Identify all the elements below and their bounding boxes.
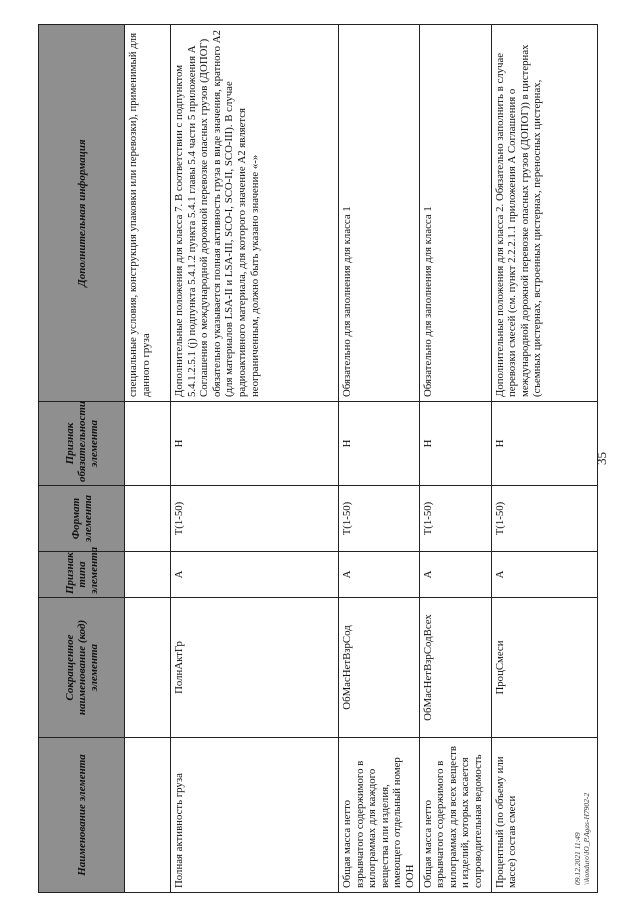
print-footer — [573, 793, 591, 885]
cell-code: ПроцСмеси — [491, 598, 597, 738]
table-row — [339, 25, 420, 893]
cell-format: T(1-50) — [419, 486, 491, 552]
cell-info: Обязательно для заполнения для класса 1 — [339, 25, 420, 402]
cell-info: Дополнительные положения для класса 2. Обязательно заполнить в случае перевозки смесей (см. пункт 2.2.2.1.1 приложения А Соглашения о международной дорожной перевозке опасных грузов (ДОПОГ)) в цистернах (съемных цистернах, встроенных цистернах, переносных цистернах, — [491, 25, 597, 402]
cell-info: Дополнительные положения для класса 7. В соответствии с подпунктом 5.4.1.2.5.1 (j) подпункта 5.4.1.2 пункта 5.4.1 главы 5.4 части 5 приложения А Соглашения о международной дорожной перевозке опасных грузов (ДОПОГ) обязательно указывается полная активность груза в виде значения, кратного А2 (для материалов LSA-II и LSA-III, SCO-I, SCO-II, SCO-III). В случае радиоактивного материала, для которого значение А2 является неограниченным, должно быть указано значение «-» — [171, 25, 339, 402]
cell-code: ОбМасНетВзрСод — [339, 598, 420, 738]
header-type: Признак типа элемента — [39, 552, 125, 598]
cell-type — [125, 552, 171, 598]
table-row — [419, 25, 491, 893]
footer-timestamp: 09.12.2021 11:49 — [573, 832, 582, 885]
cell-name: Общая масса нетто взрывчатого содержимого в килограммах для каждого вещества или изделия, имеющего отдельный номер ООН — [339, 738, 420, 893]
cell-required — [125, 402, 171, 486]
cell-required: Н — [171, 402, 339, 486]
header-info: Дополнительная информация — [39, 25, 125, 402]
element-table — [38, 24, 598, 893]
page-number: 35 — [594, 452, 609, 465]
header-code: Сокращенное наименование (код) элемента — [39, 598, 125, 738]
cell-code: ОбМасНетВзрСодВсех — [419, 598, 491, 738]
header-required: Признак обязательности элемента — [39, 402, 125, 486]
table-row — [171, 25, 339, 893]
cell-name — [125, 738, 171, 893]
header-name: Наименование элемента — [39, 738, 125, 893]
cell-format: T(1-50) — [171, 486, 339, 552]
cell-type: А — [339, 552, 420, 598]
cell-type: А — [419, 552, 491, 598]
cell-info: Обязательно для заполнения для класса 1 — [419, 25, 491, 402]
cell-name: Полная активность груза — [171, 738, 339, 893]
footer-path: \\konduro\Ю_P.Agas-H7902-2 — [582, 792, 591, 885]
table-row — [491, 25, 597, 893]
cell-code: ПолнАктГр — [171, 598, 339, 738]
cell-required: Н — [491, 402, 597, 486]
cell-type: А — [171, 552, 339, 598]
cell-format — [125, 486, 171, 552]
table-header-row — [39, 25, 125, 893]
cell-required: Н — [339, 402, 420, 486]
table-row — [125, 25, 171, 893]
cell-required: Н — [419, 402, 491, 486]
cell-format: T(1-50) — [491, 486, 597, 552]
header-format: Формат элемента — [39, 486, 125, 552]
cell-name: Процентный (по объему или массе) состав смеси — [491, 738, 597, 893]
cell-type: А — [491, 552, 597, 598]
cell-format: T(1-50) — [339, 486, 420, 552]
cell-name: Общая масса нетто взрывчатого содержимого в килограммах для всех веществ и изделий, которых касается сопроводительная ведомость — [419, 738, 491, 893]
cell-code — [125, 598, 171, 738]
cell-info: специальные условия, конструкция упаковки или перевозки), применимый для данного груза — [125, 25, 171, 402]
